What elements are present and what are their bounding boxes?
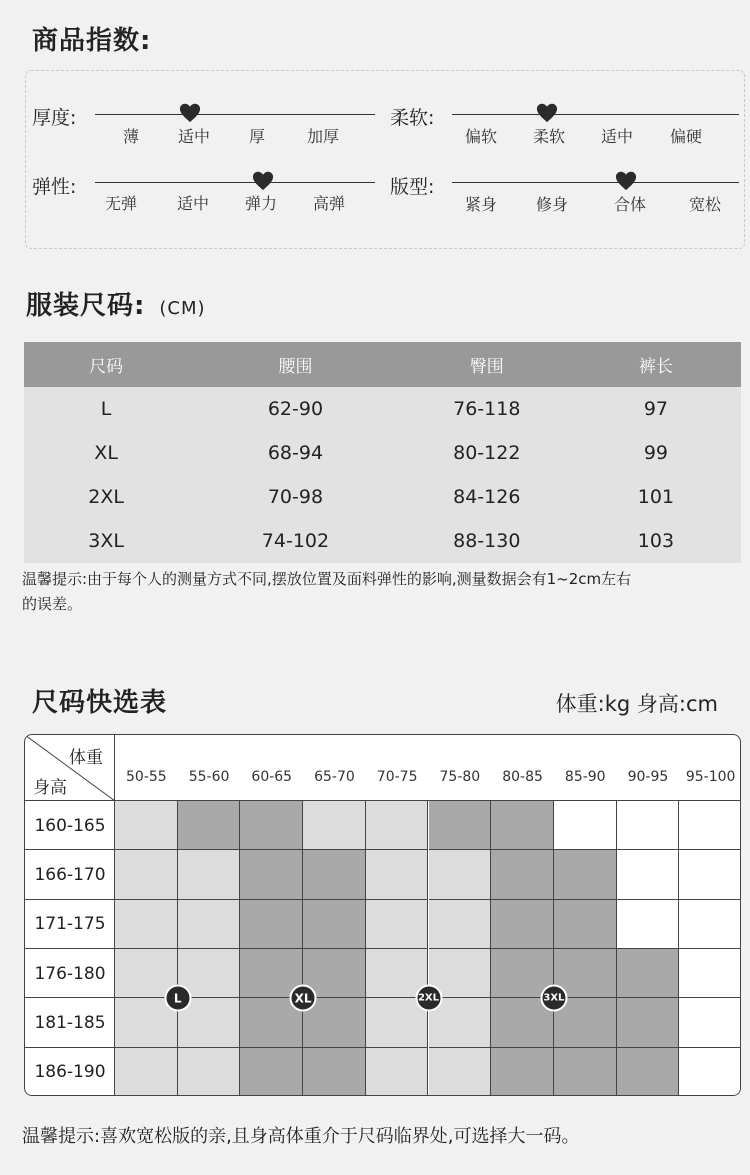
size-table-cell: XL [24, 431, 188, 475]
size-table-cell: 70-98 [188, 475, 403, 519]
grid-cell [617, 1048, 680, 1096]
grid-cell [429, 801, 492, 850]
index-option: 厚 [248, 127, 266, 146]
grid-cell [115, 1048, 178, 1096]
quick-select-grid [24, 734, 741, 1096]
heart-icon [179, 102, 201, 124]
index-label-2: 弹性: [32, 176, 77, 198]
index-option: 适中 [177, 127, 211, 146]
index-label-1: 柔软: [390, 107, 435, 129]
grid-cell [679, 949, 741, 998]
grid-cell [617, 998, 680, 1047]
grid-row-divider [25, 1047, 115, 1048]
quick-select-title: 尺码快选表 [32, 688, 168, 718]
size-table-row [24, 475, 741, 519]
grid-frame [24, 734, 741, 1096]
size-table-row [24, 431, 741, 475]
size-table [24, 342, 741, 563]
grid-cell [491, 801, 554, 850]
size-table-cell: 97 [571, 387, 741, 431]
quick-select-units: 体重:kg 身高:cm [555, 692, 718, 716]
size-table-row [24, 519, 741, 563]
weight-header: 80-85 [502, 769, 543, 785]
grid-cell [491, 900, 554, 949]
size-table-header-cell: 臀围 [403, 342, 571, 387]
size-table-cell: 76-118 [403, 387, 571, 431]
index-option: 高弹 [312, 194, 346, 213]
size-badge-2xl: 2XL [415, 985, 442, 1012]
size-table-cell: 74-102 [188, 519, 403, 563]
grid-cell [366, 850, 429, 899]
size-badge-l: L [164, 985, 191, 1012]
grid-cell [240, 1048, 303, 1096]
grid-cell [679, 998, 741, 1047]
size-table-row [24, 387, 741, 431]
grid-cell [178, 850, 241, 899]
size-note-line2: 的误差。 [22, 595, 83, 613]
corner-height-label: 身高 [33, 778, 67, 798]
weight-header: 90-95 [627, 769, 669, 785]
weight-header: 60-65 [251, 769, 293, 785]
grid-cell [303, 900, 366, 949]
size-table-cell: 103 [571, 519, 741, 563]
height-label: 181-185 [34, 1013, 106, 1033]
index-option: 偏软 [464, 127, 498, 146]
size-chart-unit: (CM) [159, 298, 206, 319]
grid-cell [679, 1048, 741, 1096]
size-table-cell: L [24, 387, 188, 431]
grid-cell [303, 850, 366, 899]
grid-cell [554, 850, 617, 899]
grid-cell [617, 900, 680, 949]
grid-cell [115, 850, 178, 899]
size-table-header-cell: 裤长 [571, 342, 741, 387]
grid-cell [240, 801, 303, 850]
weight-header: 50-55 [126, 769, 167, 785]
grid-cell [429, 1048, 492, 1096]
grid-cell [617, 801, 680, 850]
grid-cell [115, 801, 178, 850]
index-option: 加厚 [306, 127, 340, 146]
size-badge-xl: XL [290, 985, 317, 1012]
grid-cell [429, 900, 492, 949]
weight-header: 70-75 [376, 769, 418, 785]
grid-cell [178, 900, 241, 949]
grid-cell [491, 1048, 554, 1096]
weight-header: 65-70 [314, 769, 355, 785]
index-option: 适中 [600, 127, 634, 146]
index-option: 无弹 [104, 194, 138, 213]
quick-select-note: 温馨提示:喜欢宽松版的亲,且身高体重介于尺码临界处,可选择大一码。 [22, 1126, 580, 1147]
size-table-header-cell: 腰围 [188, 342, 403, 387]
index-scale-line [452, 114, 739, 115]
index-label-3: 版型: [390, 176, 435, 198]
weight-header: 95-100 [685, 769, 736, 785]
grid-row-divider [25, 997, 115, 998]
size-chart-title [26, 285, 206, 322]
grid-cell [115, 900, 178, 949]
grid-row-divider [25, 899, 115, 900]
grid-cell [554, 1048, 617, 1096]
weight-header: 75-80 [439, 769, 481, 785]
grid-cell [303, 1048, 366, 1096]
index-scale-line [95, 114, 375, 115]
grid-cell [366, 801, 429, 850]
index-option: 紧身 [464, 195, 498, 214]
grid-cell [240, 850, 303, 899]
height-label: 160-165 [34, 815, 106, 836]
index-option: 宽松 [688, 195, 722, 214]
size-table-cell: 3XL [24, 519, 188, 563]
index-option: 柔软 [532, 127, 566, 146]
size-table-header-cell: 尺码 [24, 342, 188, 387]
grid-cell [617, 949, 680, 998]
grid-cell [178, 1048, 241, 1096]
index-option: 适中 [176, 194, 210, 213]
index-scale-line [95, 182, 375, 183]
size-table-header [24, 342, 741, 387]
grid-cell [366, 1048, 429, 1096]
weight-header: 85-90 [564, 769, 606, 785]
grid-cell [303, 801, 366, 850]
product-index-title: 商品指数: [32, 26, 152, 56]
grid-row-divider [25, 849, 115, 850]
index-option: 偏硬 [669, 127, 703, 146]
size-chart-title-text: 服装尺码: [26, 291, 146, 321]
size-table-cell: 84-126 [403, 475, 571, 519]
grid-cell [178, 801, 241, 850]
grid-cell [240, 900, 303, 949]
grid-cell [429, 850, 492, 899]
index-option: 合体 [613, 195, 647, 214]
grid-cell [554, 900, 617, 949]
height-label: 186-190 [34, 1062, 106, 1083]
height-label: 176-180 [34, 963, 106, 984]
size-table-cell: 101 [571, 475, 741, 519]
corner-weight-label: 体重 [69, 748, 103, 768]
heart-icon [615, 170, 637, 192]
size-table-cell: 80-122 [403, 431, 571, 475]
grid-row-divider [25, 948, 115, 949]
size-badge-3xl: 3XL [540, 985, 567, 1012]
weight-header: 55-60 [188, 769, 230, 785]
height-label: 171-175 [34, 914, 106, 935]
index-option: 弹力 [244, 194, 278, 213]
height-label: 166-170 [34, 865, 106, 885]
index-scale-line [452, 182, 739, 183]
size-table-cell: 99 [571, 431, 741, 475]
grid-header-divider [25, 800, 741, 801]
grid-cell [554, 801, 617, 850]
index-option: 修身 [535, 195, 569, 214]
grid-cell [679, 850, 741, 899]
index-option: 薄 [122, 127, 140, 146]
heart-icon [252, 170, 274, 192]
product-index-panel [25, 70, 745, 249]
size-note [22, 567, 747, 617]
size-table-cell: 62-90 [188, 387, 403, 431]
grid-cell [617, 850, 680, 899]
grid-cell [366, 900, 429, 949]
heart-icon [536, 102, 558, 124]
size-table-cell: 2XL [24, 475, 188, 519]
size-table-cell: 88-130 [403, 519, 571, 563]
size-note-line1: 温馨提示:由于每个人的测量方式不同,摆放位置及面料弹性的影响,测量数据会有1~2cm左右 [22, 570, 632, 588]
grid-cell [679, 900, 741, 949]
index-label-0: 厚度: [32, 107, 77, 129]
size-table-cell: 68-94 [188, 431, 403, 475]
grid-cell [679, 801, 741, 850]
grid-cell [491, 850, 554, 899]
